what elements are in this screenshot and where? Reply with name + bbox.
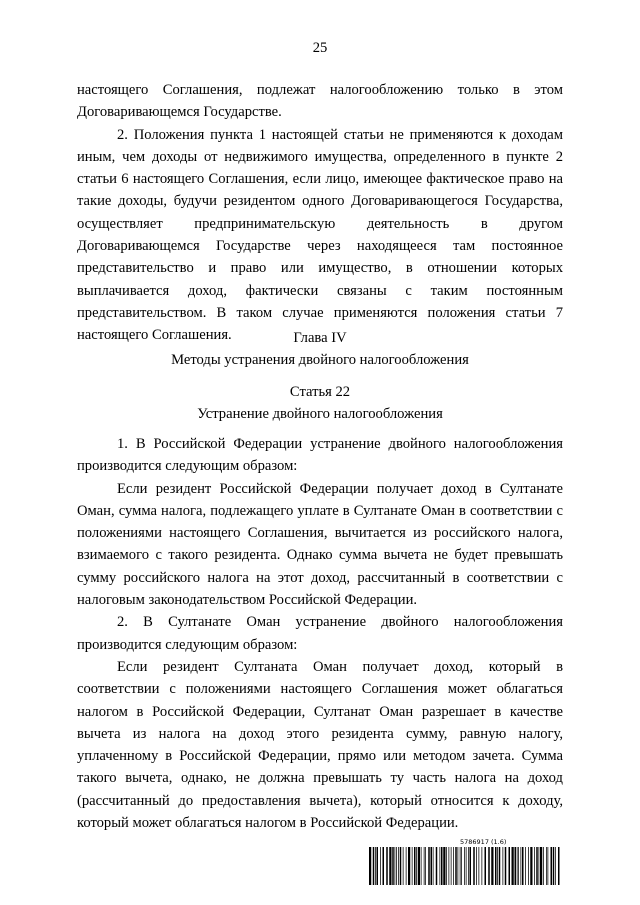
paragraph: Если резидент Султаната Оман получает доход, который в соответствии с положениями настоящего Соглашения может облагаться налогом в Российской Федерации, Султанат Оман разрешает в качестве вычета из налога на доход этого резидента сумму, равную налогу, уплаченному в Российской Федерации, прямо или методом зачета. Сумма такого вычета, однако, не должна превышать ту часть налога на доход (рассчитанный до предоставления вычета), который относится к доходу, который может облагаться налогом в Российской Федерации. (77, 658, 563, 832)
barcode-bar (499, 847, 501, 885)
barcode-bar (505, 847, 507, 885)
barcode-bar (540, 847, 542, 885)
barcode-bar (476, 847, 477, 885)
paragraph: 2. Положения пункта 1 настоящей статьи не применяются к доходам иным, чем доходы от недвижимого имущества, определенного в пункте 2 статьи 6 настоящего Соглашения, если лицо, имеющее фактическое право на такие доходы, будучи резидентом одного Договаривающегося Государства, осуществляет предпринимательскую деятельность в другом Договаривающемся Государстве через находящееся там постоянное представительство и право или имущество, в отношении которых выплачивается доход, фактически связаны с таким постоянным представительством. В таком случае применяются положения статьи 7 настоящего Соглашения. (77, 126, 563, 344)
barcode-bar (377, 847, 379, 885)
barcode-bar (548, 847, 549, 885)
barcode-bar (521, 847, 522, 885)
barcode-bar (443, 847, 445, 885)
barcode-bar (479, 847, 480, 885)
barcode-bar (425, 847, 426, 885)
barcode-bar (412, 847, 413, 885)
barcode-bar (460, 847, 461, 885)
barcode-bar (416, 847, 417, 885)
barcode-bar (546, 847, 547, 885)
barcode-bar (553, 847, 555, 885)
barcode-bar (380, 847, 381, 885)
barcode-bar (424, 847, 425, 885)
barcode-bar (408, 847, 410, 885)
barcode-bar (517, 847, 518, 885)
article-heading (77, 381, 563, 426)
paragraph: настоящего Соглашения, подлежат налогообложению только в этом Договаривающемся Государстве. (77, 82, 563, 121)
barcode-bar (403, 847, 404, 885)
chapter-label: Глава IV (293, 330, 347, 346)
barcode-bar (383, 847, 385, 885)
barcode-bar (522, 847, 524, 885)
barcode-bar (389, 847, 391, 885)
barcode-bar (466, 847, 467, 885)
barcode-bar (436, 847, 438, 885)
barcode-bar (431, 847, 433, 885)
barcode-bar (503, 847, 504, 885)
article-label: Статья 22 (289, 384, 351, 400)
barcode-bar (440, 847, 441, 885)
barcode-bar (395, 847, 396, 885)
barcode-bar (433, 847, 434, 885)
barcode-bar (446, 847, 447, 885)
barcode-bar (453, 847, 454, 885)
barcode-bar (400, 847, 402, 885)
barcode-bar (386, 847, 388, 885)
barcode-bar (551, 847, 553, 885)
chapter-title: Методы устранения двойного налогообложения (171, 352, 469, 369)
barcode-bar (449, 847, 450, 885)
barcode-bar (518, 847, 519, 885)
barcode-bar (414, 847, 416, 885)
text-block-article (77, 433, 563, 834)
barcode-bar (473, 847, 475, 885)
barcode-bar (461, 847, 462, 885)
barcode-bar (458, 847, 459, 885)
barcode-bar (515, 847, 517, 885)
barcode-bar (468, 847, 469, 885)
page-number: 25 (312, 40, 328, 56)
barcode-bar (543, 847, 544, 885)
barcode-bar (441, 847, 443, 885)
barcode-bar (373, 847, 375, 885)
article-title: Устранение двойного налогообложения (197, 406, 443, 423)
barcode-bar (528, 847, 529, 885)
barcode-bar (470, 847, 472, 885)
barcode-bar (497, 847, 498, 885)
barcode-bar (539, 847, 540, 885)
barcode-bar (428, 847, 430, 885)
barcode-bar (451, 847, 452, 885)
paragraph: 2. В Султанате Оман устранение двойного налогообложения производится следующим образом: (77, 614, 563, 653)
text-block-top (77, 79, 563, 347)
barcode-bar (525, 847, 526, 885)
barcode-bar (558, 847, 560, 885)
barcode-bar (536, 847, 538, 885)
barcode-bar (512, 847, 514, 885)
barcode-bar (482, 847, 483, 885)
barcode-bar (509, 847, 511, 885)
barcode-bar (555, 847, 556, 885)
barcode-bar (464, 847, 465, 885)
barcode-icon (369, 847, 561, 885)
barcode-bar (495, 847, 497, 885)
barcode-bar (491, 847, 493, 885)
barcode-bar (398, 847, 399, 885)
barcode-bar (488, 847, 490, 885)
barcode-bar (534, 847, 535, 885)
document-code: 5786917 (1.6) (460, 838, 507, 846)
barcode-bar (375, 847, 376, 885)
barcode-bar (396, 847, 397, 885)
chapter-heading (77, 327, 563, 372)
paragraph: 1. В Российской Федерации устранение двойного налогообложения производится следующим образом: (77, 436, 563, 475)
barcode-bar (455, 847, 457, 885)
barcode-bar (392, 847, 394, 885)
paragraph: Если резидент Российской Федерации получает доход в Султанате Оман, сумма налога, подлежащего уплате в Султанате Оман в соответствии с положениями настоящего Соглашения, вычитается из российского налога, взимаемого с такого резидента. Однако сумма вычета не будет превышать сумму российского налога на этот доход, рассчитанный в соответствии с налоговым законодательством Российской Федерации. (77, 480, 563, 609)
barcode-bar (485, 847, 487, 885)
barcode-bar (406, 847, 407, 885)
barcode-bar (369, 847, 371, 885)
barcode-bar (418, 847, 420, 885)
barcode-bar (530, 847, 532, 885)
barcode-bar (421, 847, 422, 885)
